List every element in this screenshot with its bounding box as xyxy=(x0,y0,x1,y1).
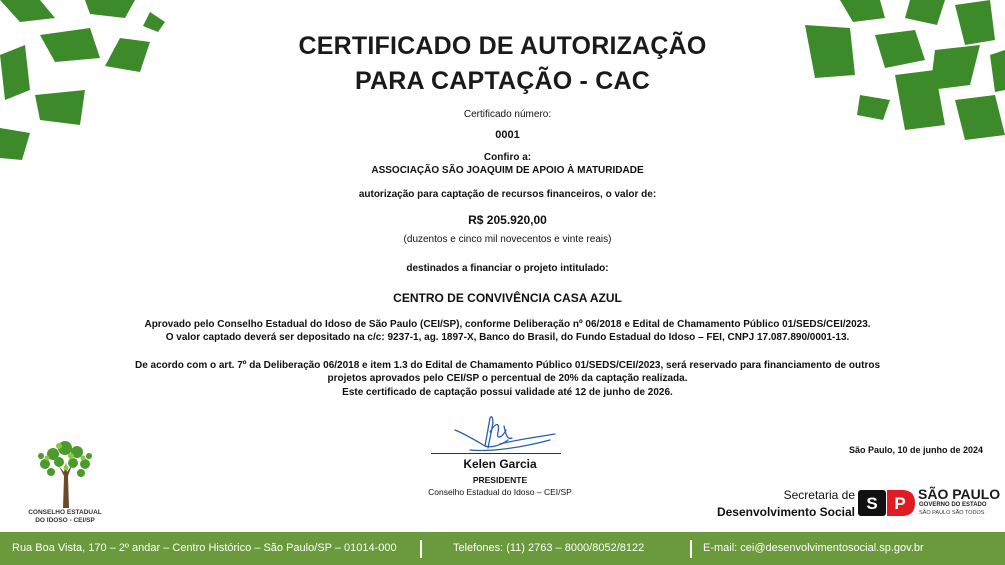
certificate-number: 0001 xyxy=(495,129,520,141)
reserve-line-2: projetos aprovados pelo CEI/SP o percentual de 20% da captação realizada. xyxy=(327,373,688,384)
certificate-title-line2: PARA CAPTAÇÃO - CAC xyxy=(355,67,650,95)
footer-separator xyxy=(420,540,422,558)
certificate-number-label: Certificado número: xyxy=(463,109,552,120)
project-title: CENTRO DE CONVIVÊNCIA CASA AZUL xyxy=(393,291,622,305)
sp-brand-slogan: SÃO PAULO SÃO TODOS xyxy=(919,510,985,516)
secretariat-name xyxy=(700,487,855,521)
footer-email[interactable]: E-mail: cei@desenvolvimentosocial.sp.gov.br xyxy=(703,542,924,554)
sp-logo-mark-p: P xyxy=(894,494,906,513)
sp-brand-subtitle: GOVERNO DO ESTADO xyxy=(919,502,987,508)
reserve-line-1: De acordo com o art. 7º da Deliberação 06/2018 e item 1.3 do Edital de Chamamento Público 01/SEDS/CEI/2023, será reservado para financiamento de outros xyxy=(134,360,881,371)
secretariat-line1: Secretaria de xyxy=(783,488,855,502)
signature-line xyxy=(431,453,561,454)
confers-label: Confiro a: xyxy=(483,152,532,163)
sp-brand-name: SÃO PAULO xyxy=(918,486,1001,502)
signatory-name: Kelen Garcia xyxy=(463,457,537,471)
entity-name: ASSOCIAÇÃO SÃO JOAQUIM DE APOIO À MATURIDADE xyxy=(371,165,644,176)
footer-phones: Telefones: (11) 2763 – 8000/8052/8122 xyxy=(453,542,645,554)
amount-in-words: (duzentos e cinco mil novecentos e vinte reais) xyxy=(403,234,612,245)
issue-date: São Paulo, 10 de junho de 2024 xyxy=(848,445,983,455)
footer-separator xyxy=(690,540,692,558)
approval-line-1: Aprovado pelo Conselho Estadual do Idoso de São Paulo (CEI/SP), conforme Deliberação nº 06/2018 e Edital de Chamamento Público 01/SEDS/CEI/2023. xyxy=(144,319,871,330)
certificate-title-line1: CERTIFICADO DE AUTORIZAÇÃO xyxy=(298,32,707,60)
secretariat-line2: Desenvolvimento Social xyxy=(716,505,855,519)
footer-address: Rua Boa Vista, 170 – 2º andar – Centro Histórico – São Paulo/SP – 01014-000 xyxy=(12,542,397,554)
sp-government-logo xyxy=(858,488,915,518)
sp-logo-mark-s: S xyxy=(866,494,878,513)
authorization-text: autorização para captação de recursos financeiros, o valor de: xyxy=(358,189,657,200)
signatory-organization: Conselho Estadual do Idoso – CEI/SP xyxy=(428,487,572,497)
council-logo-line1: CONSELHO ESTADUAL xyxy=(28,509,102,516)
signatory-role: PRESIDENTE xyxy=(472,475,528,485)
destined-text: destinados a financiar o projeto intitulado: xyxy=(406,263,609,274)
amount-value: R$ 205.920,00 xyxy=(468,213,547,227)
handwritten-signature xyxy=(430,410,565,458)
contact-footer xyxy=(0,532,1005,565)
approval-line-2: O valor captado deverá ser depositado na c/c: 9237-1, ag. 1897-X, Banco do Brasil, do Fundo Estadual do Idoso – FEI, CNPJ 17.087.890/0001-13. xyxy=(165,332,850,343)
council-logo-line2: DO IDOSO - CEI/SP xyxy=(35,517,95,524)
tree-logo-icon xyxy=(33,438,97,508)
validity-text: Este certificado de captação possui validade até 12 de junho de 2026. xyxy=(342,387,673,398)
council-logo-text xyxy=(20,509,110,525)
